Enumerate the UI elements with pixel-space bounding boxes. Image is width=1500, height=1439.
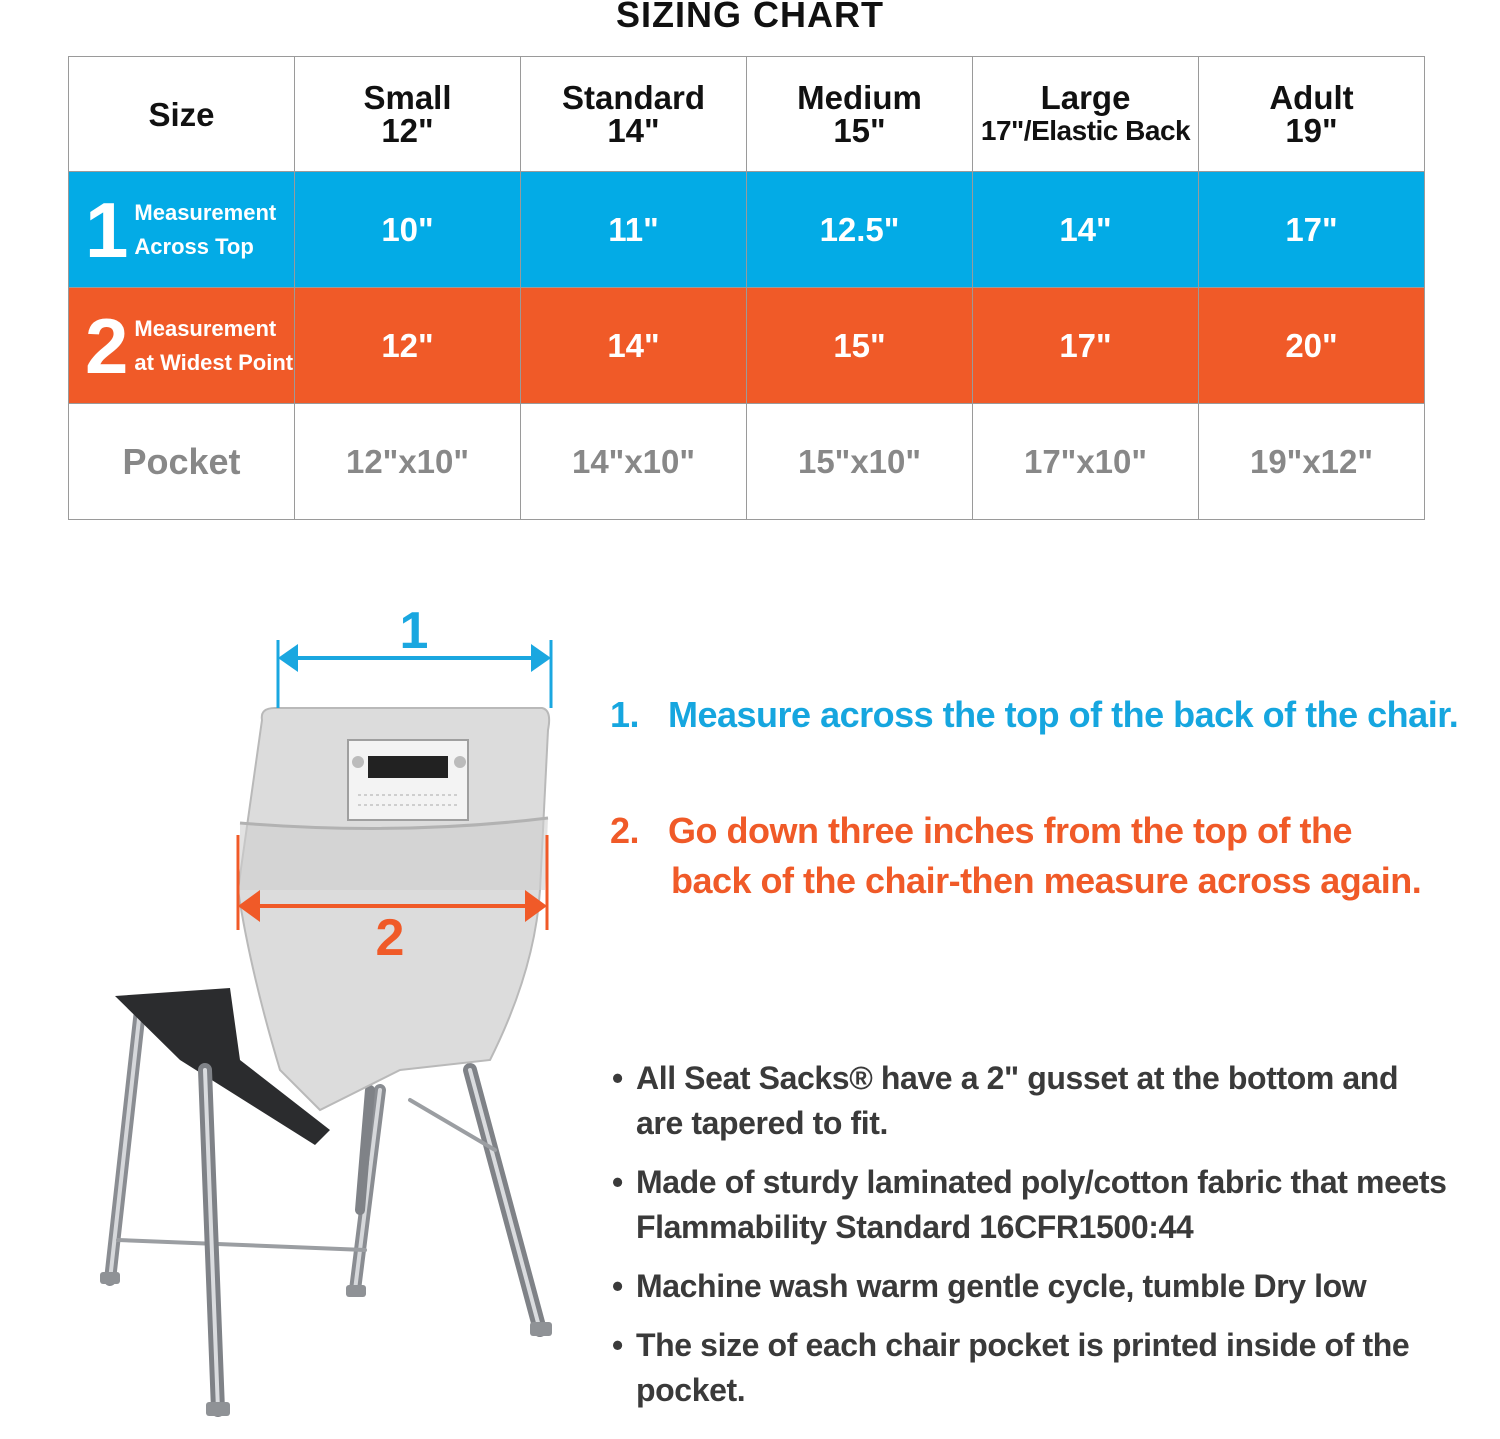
cell-value: 17" — [1199, 172, 1425, 288]
instruction-2 — [610, 806, 1421, 906]
list-item-line: • Made of sturdy laminated poly/cotton fabric that meets — [636, 1164, 1447, 1200]
cell-value: 12"x10" — [295, 404, 521, 520]
row-label — [69, 172, 295, 288]
size-value: 14" — [607, 112, 660, 149]
feature-list — [612, 1056, 1500, 1427]
cell-value: 12" — [295, 288, 521, 404]
list-item-line: • The size of each chair pocket is printed inside of the pocket. — [636, 1327, 1410, 1408]
sizing-table — [68, 56, 1425, 520]
size-name: Large — [1040, 79, 1131, 116]
instruction-text: Measure across the top of the back of the chair. — [668, 694, 1459, 735]
size-col-small — [295, 57, 521, 172]
measure-widest-label: 2 — [375, 909, 405, 967]
size-name: Standard — [561, 79, 706, 116]
size-value: 17"/Elastic Back — [980, 115, 1191, 146]
size-name: Medium — [797, 79, 922, 116]
measure-top-label: 1 — [399, 602, 429, 660]
chair-feet — [100, 1272, 552, 1416]
name-card — [348, 740, 468, 820]
list-item — [612, 1264, 1500, 1309]
cell-value: 15"x10" — [747, 404, 973, 520]
cell-value: 14"x10" — [521, 404, 747, 520]
instruction-1 — [610, 694, 1458, 736]
cell-value: 17"x10" — [973, 404, 1199, 520]
cell-value: 14" — [973, 172, 1199, 288]
cell-value: 15" — [747, 288, 973, 404]
list-item-line: Flammability Standard 16CFR1500:44 — [636, 1209, 1194, 1245]
size-value: 19" — [1285, 112, 1338, 149]
size-value: 15" — [833, 112, 886, 149]
row-label: Pocket — [69, 404, 295, 520]
list-item-line: are tapered to fit. — [636, 1105, 889, 1141]
cell-value: 14" — [521, 288, 747, 404]
list-item — [612, 1323, 1500, 1413]
instruction-number: 1. — [610, 694, 640, 735]
size-name: Small — [363, 79, 452, 116]
size-header: Size — [69, 57, 295, 172]
size-col-standard — [521, 57, 747, 172]
size-name: Adult — [1269, 79, 1354, 116]
row-measurement-across-top — [69, 172, 1425, 288]
instruction-text-cont: back of the chair-then measure across again. — [671, 860, 1422, 901]
list-item-line: • All Seat Sacks® have a 2" gusset at the bottom and — [636, 1060, 1399, 1096]
size-col-medium — [747, 57, 973, 172]
size-value: 12" — [381, 112, 434, 149]
cell-value: 12.5" — [747, 172, 973, 288]
row-label-line1: Measurement — [134, 315, 277, 341]
size-col-adult — [1199, 57, 1425, 172]
cell-value: 19"x12" — [1199, 404, 1425, 520]
cell-value: 20" — [1199, 288, 1425, 404]
page-title: SIZING CHART — [616, 0, 884, 35]
list-item-line: • Machine wash warm gentle cycle, tumble Dry low — [636, 1268, 1367, 1304]
list-item — [612, 1056, 1500, 1146]
instruction-number: 2. — [610, 810, 640, 851]
row-measurement-widest-point — [69, 288, 1425, 404]
row-label-line1: Measurement — [134, 199, 277, 225]
row-number: 2 — [85, 301, 129, 390]
size-col-large — [973, 57, 1199, 172]
chair-diagram — [70, 590, 590, 1420]
row-number: 1 — [85, 185, 129, 274]
cell-value: 17" — [973, 288, 1199, 404]
header-row — [69, 57, 1425, 172]
cell-value: 10" — [295, 172, 521, 288]
instruction-text: Go down three inches from the top of the — [668, 810, 1353, 851]
row-pocket — [69, 404, 1425, 520]
list-item — [612, 1160, 1500, 1250]
row-label-line2: Across Top — [134, 233, 254, 259]
cell-value: 11" — [521, 172, 747, 288]
row-label-line2: at Widest Point — [134, 349, 294, 375]
row-label — [69, 288, 295, 404]
